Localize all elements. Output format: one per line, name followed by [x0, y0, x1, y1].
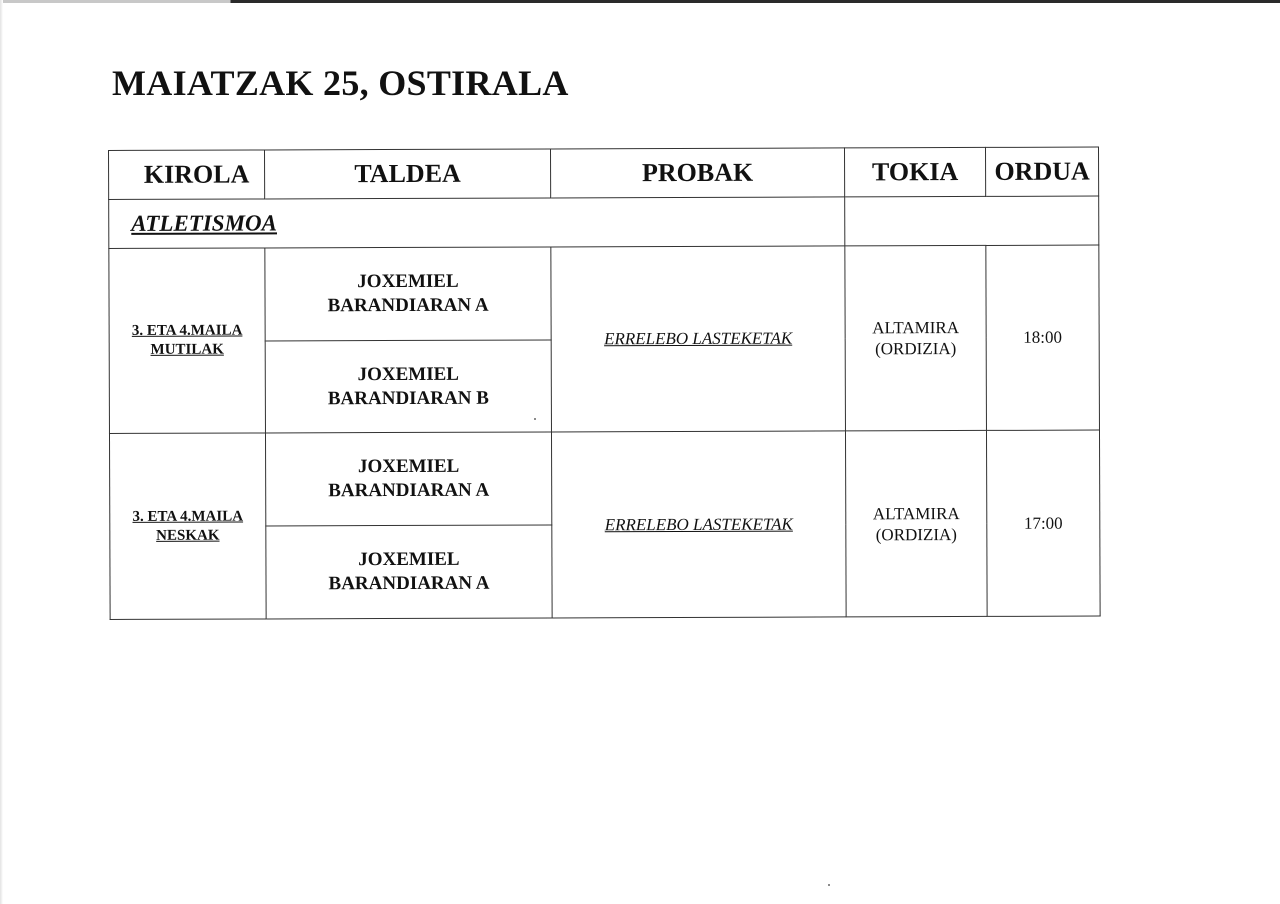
tokia-town: (ORDIZIA) — [875, 339, 957, 359]
team-cell — [265, 340, 551, 434]
scan-top-edge — [0, 0, 1280, 3]
header-row — [109, 147, 1099, 199]
maila-cell — [109, 248, 266, 434]
scan-speck — [534, 418, 536, 420]
ordua-cell: 18:00 — [986, 245, 1100, 431]
tokia-cell — [845, 431, 987, 617]
team-cell — [265, 432, 551, 526]
maila-level: 3. ETA 4.MAILA — [131, 322, 243, 340]
probak-cell: ERRELEBO LASTEKETAK — [551, 431, 846, 618]
team-name-line1: JOXEMIEL — [357, 456, 460, 478]
team-name-line1: JOXEMIEL — [357, 363, 459, 385]
header-probak: PROBAK — [550, 148, 844, 198]
scan-left-edge — [0, 0, 3, 904]
section-row — [109, 196, 1099, 248]
maila-gender: MUTILAK — [150, 341, 224, 359]
team-name-line2: BARANDIARAN A — [328, 480, 490, 502]
team-name-line1: JOXEMIEL — [357, 270, 459, 292]
team-name-line2: BARANDIARAN A — [327, 294, 489, 317]
team-cell — [265, 247, 551, 341]
tokia-venue: ALTAMIRA — [872, 318, 960, 338]
maila-cell — [109, 433, 266, 619]
ordua-cell: 17:00 — [986, 431, 1100, 617]
scan-speck — [828, 884, 830, 886]
tokia-town: (ORDIZIA) — [875, 524, 957, 545]
team-cell — [266, 525, 552, 619]
schedule-table — [108, 147, 1100, 620]
team-name-line2: BARANDIARAN A — [328, 572, 490, 595]
probak-cell: ERRELEBO LASTEKETAK — [551, 246, 846, 433]
section-empty-cell — [845, 196, 1099, 246]
tokia-venue: ALTAMIRA — [872, 503, 960, 524]
table-row — [109, 245, 1099, 341]
header-taldea: TALDEA — [265, 149, 551, 199]
page-title: MAIATZAK 25, OSTIRALA — [112, 63, 569, 103]
maila-gender: NESKAK — [156, 527, 220, 544]
header-ordua: ORDUA — [985, 147, 1098, 196]
header-kirola: KIROLA — [109, 150, 265, 200]
maila-level: 3. ETA 4.MAILA — [132, 508, 244, 525]
section-label: ATLETISMOA — [109, 197, 845, 249]
tokia-cell — [845, 245, 987, 431]
team-name-line1: JOXEMIEL — [358, 548, 460, 571]
team-name-line2: BARANDIARAN B — [327, 387, 489, 409]
header-tokia: TOKIA — [844, 147, 985, 196]
table-row — [109, 431, 1099, 527]
